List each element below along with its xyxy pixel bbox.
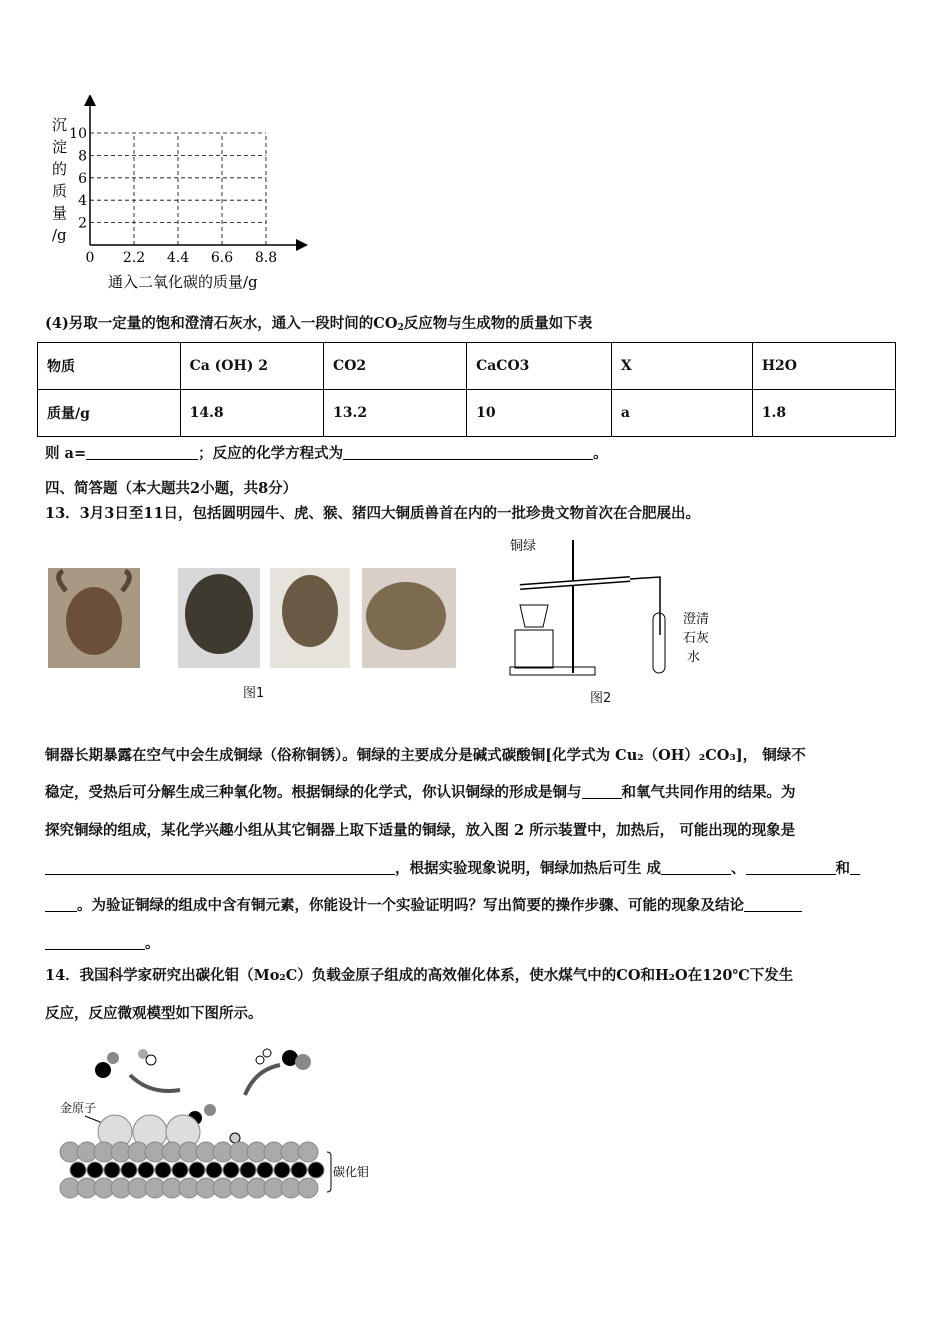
answer-blank[interactable] [343,445,593,460]
q4-intro-sub: 2 [397,323,404,333]
q13-line-4 [45,857,860,878]
atom [298,1142,318,1162]
fig1-caption: 图1 [243,686,265,701]
q4-intro-end: 反应物与生成物的质量如下表 [403,315,593,332]
y-axis-label: 沉 [52,116,68,134]
text: 。 [145,935,160,952]
table-cell: 1.8 [752,390,895,437]
answer-a-label: 则 a= [45,445,87,462]
text: 。为验证铜绿的组成中含有铜元素，你能设计一个实验证明吗？写出简要的操作步骤、可能的现象及结论 [77,897,744,914]
atom [291,1162,307,1178]
x-tick-label: 6.6 [210,250,234,266]
q13-line-2 [45,781,796,802]
answer-eq-label: ；反应的化学方程式为 [198,445,344,462]
table-cell: X [611,343,752,390]
x-tick-label: 8.8 [254,250,278,266]
fig2-caption: 图2 [590,691,612,706]
atom [308,1162,324,1178]
y-tick-label: 6 [78,170,87,187]
q14-line-2: 反应，反应微观模型如下图所示。 [45,1005,263,1022]
answer-blank[interactable] [746,860,836,875]
y-axis-label: 质 [52,182,68,200]
label-lime: 石灰 [683,631,710,646]
y-axis-label: 量 [52,204,68,222]
q4-intro-text: (4)另取一定量的饱和澄清石灰水，通入一段时间的CO [45,315,398,332]
answer-blank[interactable] [45,860,395,875]
y-axis-label: 淀 [52,138,68,156]
atom [155,1162,171,1178]
label-clear: 澄清 [683,612,710,627]
atom [298,1178,318,1198]
table-header-row [38,343,896,390]
reaction-micro-model [55,1040,395,1205]
atom [206,1162,222,1178]
atom [121,1162,137,1178]
answer-blank[interactable] [86,445,198,460]
q4-intro [45,312,592,333]
answer-blank[interactable] [582,784,622,799]
text: 、 [731,860,746,877]
x-axis-label: 通入二氧化碳的质量/g [108,273,258,291]
answer-blank[interactable] [850,860,860,875]
label-water: 水 [687,650,701,665]
q13-line-5 [45,894,802,915]
text: 稳定，受热后可分解生成三种氧化物。根据铜绿的化学式，你认识铜绿的形成是铜与 [45,784,582,801]
table-cell: 物质 [38,343,181,390]
mass-table [37,342,896,437]
table-row [38,390,896,437]
atom [240,1162,256,1178]
y-tick-label: 10 [69,126,87,142]
label-mo2c: 碳化钼 [333,1165,370,1179]
answer-blank[interactable] [45,935,145,950]
table-cell: H2O [752,343,895,390]
atom [274,1162,290,1178]
atom [87,1162,103,1178]
atom [223,1162,239,1178]
precipitate-mass-chart [40,95,320,300]
atom [70,1162,86,1178]
table-cell: 14.8 [180,390,323,437]
heating-apparatus-figure [505,535,725,680]
answer-blank[interactable] [744,897,802,912]
atom [104,1162,120,1178]
table-cell: CaCO3 [467,343,612,390]
y-tick-label: 4 [78,193,87,210]
table-cell: Ca (OH) 2 [180,343,323,390]
text: ，根据实验现象说明，铜绿加热后可生 成 [395,860,662,877]
table-cell: 10 [467,390,612,437]
bronze-heads-figure [48,566,458,670]
table-cell: 质量/g [38,390,181,437]
y-axis-label: 的 [52,160,68,178]
label-copper-green: 铜绿 [510,539,537,554]
label-gold-atom: 金原子 [60,1101,97,1115]
q13-line-6 [45,932,160,953]
answer-blank[interactable] [661,860,731,875]
atom [172,1162,188,1178]
section-heading: 四、简答题（本大题共2小题，共8分） [45,480,298,497]
atom [257,1162,273,1178]
table-cell: 13.2 [324,390,467,437]
q4-answer-line [45,442,608,463]
q13-line-3: 探究铜绿的组成，某化学兴趣小组从其它铜器上取下适量的铜绿，放入图 2 所示装置中，加热后， 可能出现的现象是 [45,822,796,839]
x-tick-label: 0 [85,250,95,266]
y-tick-label: 2 [78,215,87,232]
q13-title: 13．3月3日至11日，包括圆明园牛、虎、猴、猪四大铜质兽首在内的一批珍贵文物首次在合肥展出。 [45,505,701,522]
q14-line-1: 14．我国科学家研究出碳化钼（Mo₂C）负载金原子组成的高效催化体系，使水煤气中的CO和H₂O在120℃下发生 [45,967,794,984]
q13-line-1: 铜器长期暴露在空气中会生成铜绿（俗称铜锈）。铜绿的主要成分是碱式碳酸铜[化学式为 Cu₂（OH）₂CO₃]， 铜绿不 [45,747,806,764]
x-tick-label: 2.2 [122,250,146,266]
y-axis-label: /g [52,226,67,244]
x-tick-label: 4.4 [166,250,190,266]
text: 和 [835,860,851,877]
text: 和氧气共同作用的结果。为 [621,784,796,801]
atom [189,1162,205,1178]
table-cell: CO2 [324,343,467,390]
atom [138,1162,154,1178]
table-cell: a [611,390,752,437]
answer-end: 。 [593,445,608,462]
y-tick-label: 8 [78,148,87,165]
answer-blank[interactable] [45,897,77,912]
